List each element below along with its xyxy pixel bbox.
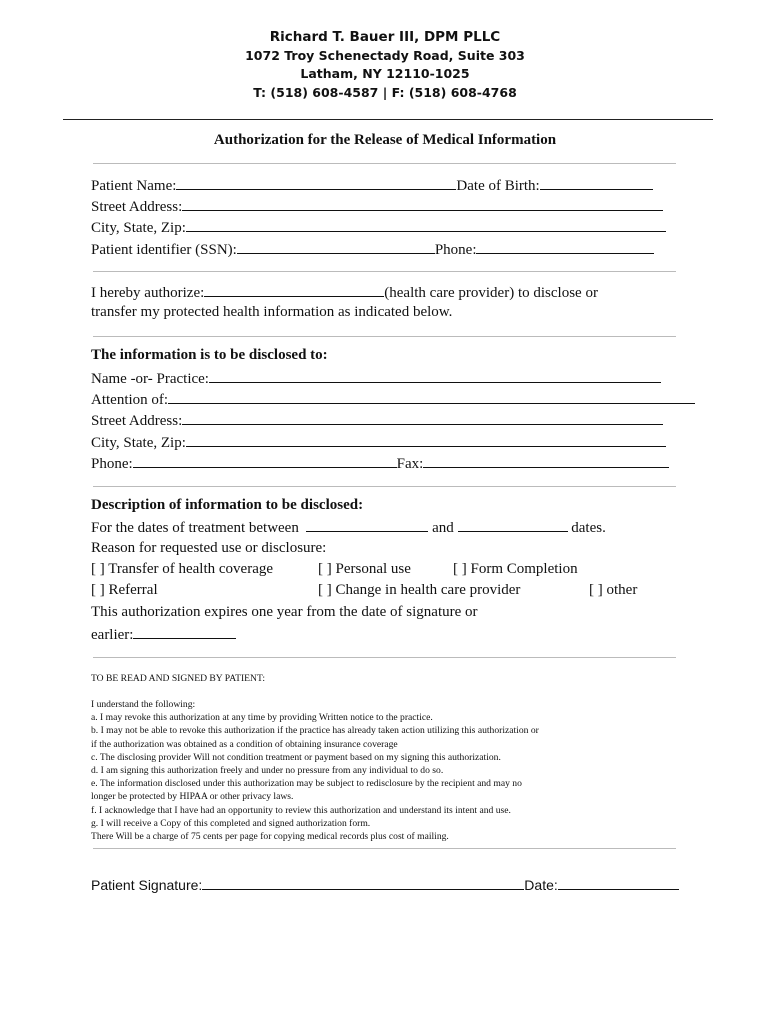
section-divider	[93, 336, 676, 337]
dates-row	[91, 516, 681, 536]
recipient-phone-label: Phone:	[91, 456, 133, 472]
authorize-line-2: transfer my protected health information as indicated below.	[91, 304, 453, 320]
authorize-suffix: (health care provider) to disclose or	[384, 285, 598, 301]
end-date-field[interactable]	[458, 516, 568, 532]
recipient-city-field[interactable]	[186, 431, 666, 447]
expires-row	[91, 623, 681, 643]
patient-city-label: City, State, Zip:	[91, 220, 186, 236]
attention-field[interactable]	[168, 388, 695, 404]
read-item: c. The disclosing provider Will not condition treatment or payment based on my signing this authorization.	[91, 751, 501, 763]
recipient-name-field[interactable]	[209, 367, 661, 383]
dob-label: Date of Birth:	[456, 178, 540, 194]
disclosed-to-heading: The information is to be disclosed to:	[91, 347, 328, 363]
authorize-row	[91, 281, 681, 301]
read-item: There Will be a charge of 75 cents per page for copying medical records plus cost of mailing.	[91, 831, 449, 843]
expires-field[interactable]	[133, 623, 236, 639]
signature-field[interactable]	[202, 875, 524, 890]
patient-phone-field[interactable]	[476, 238, 654, 254]
read-item: f. I acknowledge that I have had an opportunity to review this authorization and understand its intent and use.	[91, 804, 511, 816]
recipient-phone-field[interactable]	[133, 452, 397, 468]
patient-name-row	[91, 174, 681, 194]
recipient-city-row	[91, 431, 681, 451]
attention-row	[91, 388, 681, 408]
patient-ssn-row	[91, 238, 681, 258]
recipient-name-row	[91, 367, 681, 387]
checkbox-form-completion[interactable]: [ ] Form Completion	[453, 561, 578, 577]
checkbox-personal-use[interactable]: [ ] Personal use	[318, 561, 411, 577]
recipient-phone-row	[91, 452, 681, 472]
ssn-field[interactable]	[237, 238, 435, 254]
patient-name-field[interactable]	[176, 174, 456, 190]
description-heading: Description of information to be disclosed:	[91, 497, 364, 513]
recipient-street-label: Street Address:	[91, 413, 183, 429]
read-list	[91, 698, 691, 843]
attention-label: Attention of:	[91, 392, 169, 408]
read-item: d. I am signing this authorization freely and under no pressure from any individual to do so.	[91, 765, 444, 777]
patient-street-label: Street Address:	[91, 199, 183, 215]
practice-phone-fax: T: (518) 608-4587 | F: (518) 608-4768	[253, 84, 517, 100]
patient-phone-label: Phone:	[434, 242, 477, 258]
signature-date-label: Date:	[524, 877, 558, 893]
read-heading: TO BE READ AND SIGNED BY PATIENT:	[91, 673, 265, 684]
read-item: a. I may revoke this authorization at any time by providing Written notice to the practice.	[91, 712, 433, 724]
practice-address-2: Latham, NY 12110-1025	[300, 66, 470, 81]
practice-address-1: 1072 Troy Schenectady Road, Suite 303	[245, 47, 525, 63]
recipient-city-label: City, State, Zip:	[91, 435, 186, 451]
patient-street-row	[91, 195, 681, 215]
read-intro: I understand the following:	[91, 699, 196, 710]
dates-prefix: For the dates of treatment between	[91, 520, 299, 536]
patient-city-row	[91, 216, 681, 236]
patient-name-label: Patient Name:	[91, 178, 177, 194]
expires-label: earlier:	[91, 627, 134, 643]
practice-name: Richard T. Bauer III, DPM PLLC	[269, 29, 501, 45]
provider-field[interactable]	[204, 281, 384, 297]
read-item: g. I will receive a Copy of this completed and signed authorization form.	[91, 817, 371, 829]
signature-row	[91, 875, 679, 893]
patient-street-field[interactable]	[182, 195, 663, 211]
checkbox-referral[interactable]: [ ] Referral	[91, 582, 158, 598]
authorize-prefix: I hereby authorize:	[91, 285, 205, 301]
fax-label: Fax:	[396, 456, 424, 472]
read-item: longer be protected by HIPAA or other privacy laws.	[91, 791, 294, 803]
section-divider	[93, 657, 676, 658]
fax-field[interactable]	[423, 452, 669, 468]
expires-line-1: This authorization expires one year from the date of signature or	[91, 604, 478, 620]
checkbox-other[interactable]: [ ] other	[589, 582, 638, 598]
dob-field[interactable]	[540, 174, 653, 190]
signature-date-field[interactable]	[558, 875, 679, 890]
section-divider	[93, 163, 676, 164]
start-date-field[interactable]	[306, 516, 428, 532]
section-divider	[93, 848, 676, 849]
signature-label: Patient Signature:	[91, 877, 203, 893]
reason-label: Reason for requested use or disclosure:	[91, 540, 327, 556]
header-divider	[63, 119, 713, 120]
ssn-label: Patient identifier (SSN):	[91, 242, 237, 258]
practice-header	[0, 28, 770, 102]
checkbox-transfer-coverage[interactable]: [ ] Transfer of health coverage	[91, 561, 274, 577]
read-item: if the authorization was obtained as a condition of obtaining insurance coverage	[91, 738, 398, 750]
section-divider	[93, 486, 676, 487]
patient-city-field[interactable]	[186, 216, 666, 232]
read-item: b. I may not be able to revoke this authorization if the practice has already taken action utilizing this authorization or	[91, 725, 539, 737]
dates-suffix: dates.	[571, 520, 606, 536]
dates-and: and	[432, 520, 454, 536]
section-divider	[93, 271, 676, 272]
checkbox-change-provider[interactable]: [ ] Change in health care provider	[318, 582, 521, 598]
read-item: e. The information disclosed under this authorization may be subject to redisclosure by the recipient and may no	[91, 778, 522, 790]
form-title: Authorization for the Release of Medical Information	[213, 132, 557, 148]
recipient-street-field[interactable]	[182, 409, 663, 425]
recipient-street-row	[91, 409, 681, 429]
recipient-name-label: Name -or- Practice:	[91, 371, 209, 387]
